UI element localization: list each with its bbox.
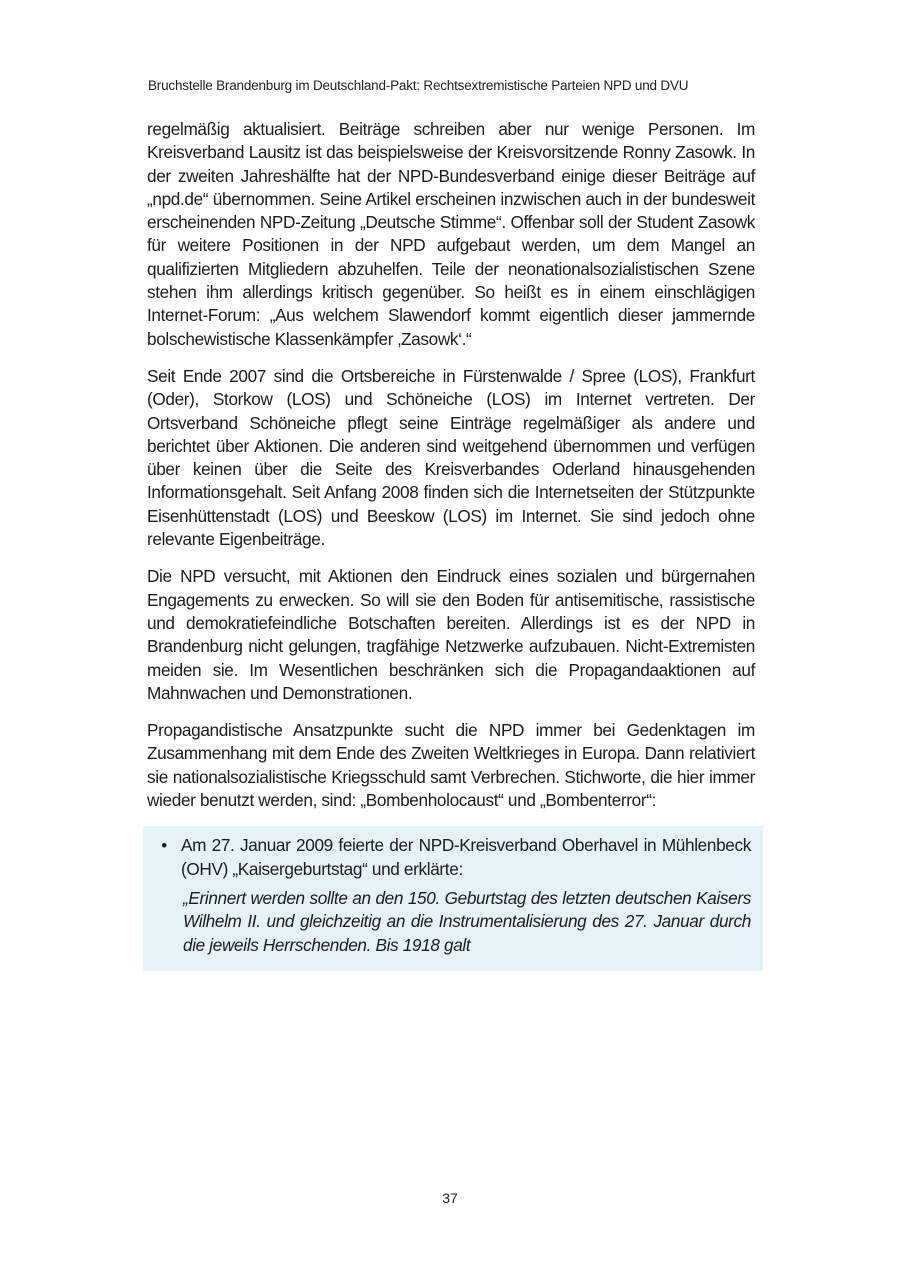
highlight-box — [143, 826, 763, 970]
quotation: „Erinnert werden sollte an den 150. Geburtstag des letzten deutschen Kaisers Wilhelm II. und gleichzeitig an die Instrumentalisierung des 27. Januar durch die jeweils Herrschenden. Bis 1918 galt — [183, 887, 751, 955]
page-number: 37 — [442, 1190, 458, 1206]
highlight-box-body — [181, 834, 751, 962]
paragraph: regelmäßig aktualisiert. Beiträge schreiben aber nur wenige Personen. Im Kreisverband Lausitz ist das beispielsweise der Kreisvorsitzende Ronny Zasowk. In der zweiten Jahreshälfte hat der NPD-Bundesverband einige dieser Beiträge auf „npd.de“ übernommen. Seine Artikel erscheinen inzwischen auch in der bundesweit erscheinenden NPD-Zeitung „Deutsche Stimme“. Offenbar soll der Student Zasowk für weitere Positionen in der NPD aufgebaut werden, um dem Mangel an qualifizierten Mitgliedern abzuhelfen. Teile der neonationalsozialistischen Szene stehen ihm allerdings kritisch gegenüber. So heißt es in einem einschlägigen Internet-Forum: „Aus welchem Slawendorf kommt eigentlich dieser jammernde bolschewistische Klassenkämpfer ‚Zasowk‘.“ — [147, 119, 755, 349]
bullet-text: Am 27. Januar 2009 feierte der NPD-Kreisverband Oberhavel in Mühlenbeck (OHV) „Kaisergeburtstag“ und erklärte: — [181, 835, 751, 879]
paragraph: Seit Ende 2007 sind die Ortsbereiche in Fürstenwalde / Spree (LOS), Frankfurt (Oder), Storkow (LOS) und Schöneiche (LOS) im Internet vertreten. Der Ortsverband Schöneiche pflegt seine Einträge regelmäßiger als andere und berichtet über Aktionen. Die anderen sind weitgehend übernommen und verfügen über keinen über die Seite des Kreisverbandes Oderland hinausgehenden Informationsgehalt. Seit Anfang 2008 finden sich die Internetseiten der Stützpunkte Eisenhüttenstadt (LOS) und Beeskow (LOS) im Internet. Sie sind jedoch ohne relevante Eigenbeiträge. — [147, 365, 755, 550]
paragraph: Die NPD versucht, mit Aktionen den Eindruck eines sozialen und bürgernahen Engagements zu erwecken. So will sie den Boden für antisemitische, rassistische und demokratiefeindliche Botschaften bereiten. Allerdings ist es der NPD in Brandenburg nicht gelungen, tragfähige Netzwerke aufzubauen. Nicht-Extremisten meiden sie. Im Wesentlichen beschränken sich die Propagandaaktionen auf Mahnwachen und Demonstrationen. — [147, 566, 755, 703]
running-header: Bruchstelle Brandenburg im Deutschland-Pakt: Rechtsextremistische Parteien NPD und DVU — [148, 78, 689, 93]
bullet-icon: • — [161, 836, 167, 856]
paragraph: Propagandistische Ansatzpunkte sucht die NPD immer bei Gedenktagen im Zusammenhang mit dem Ende des Zweiten Weltkrieges in Europa. Dann relativiert sie nationalsozialistische Kriegsschuld samt Verbrechen. Stichworte, die hier immer wieder benutzt werden, sind: „Bombenholocaust“ und „Bombenterror“: — [147, 720, 755, 811]
page-content — [147, 118, 755, 971]
